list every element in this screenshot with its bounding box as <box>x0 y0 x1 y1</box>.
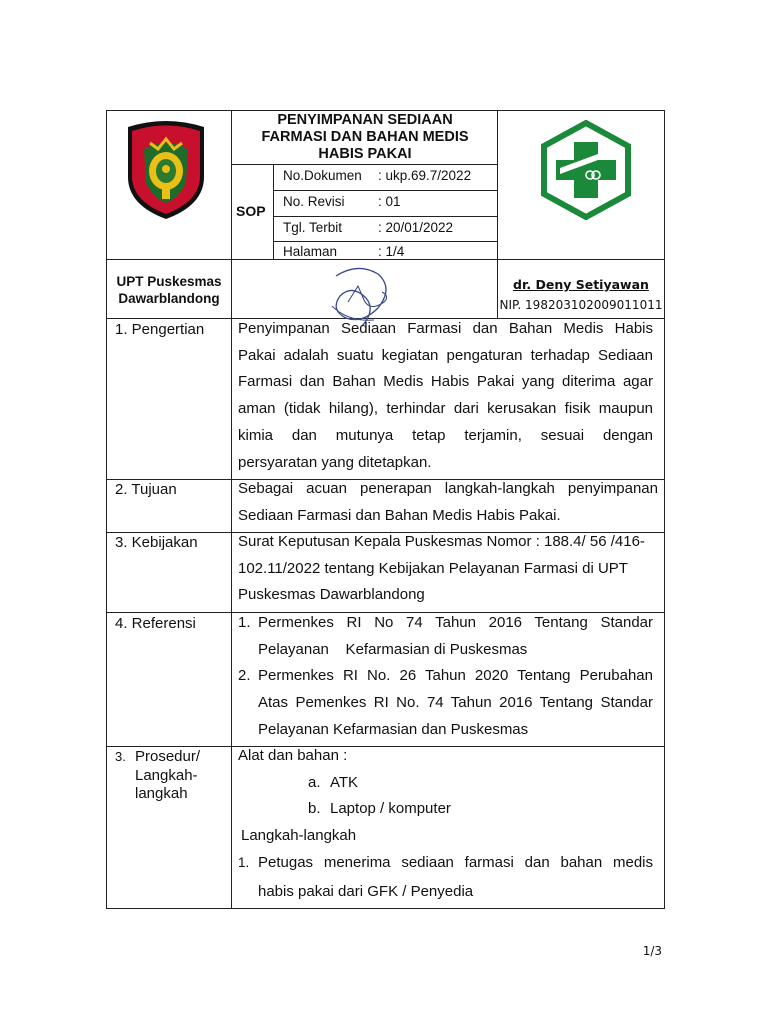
document-title <box>232 112 498 163</box>
prosedur-label-line: Langkah- <box>135 766 198 784</box>
meta-row-dokumen <box>0 168 768 186</box>
alat-item-number: a. <box>308 773 321 791</box>
meta-row-revisi <box>0 194 768 212</box>
text-line: Pelayanan Kefarmasian di Puskesmas <box>258 640 528 658</box>
org-name-line-1: UPT Puskesmas <box>116 274 222 289</box>
text-line: aman (tidak hilang), terhindar dari kerusakan fisik maupun <box>238 400 653 418</box>
meta-row-halaman <box>0 244 768 260</box>
meta-value: : 20/01/2022 <box>378 220 454 235</box>
text-line: Sebagai acuan penerapan langkah-langkah penyimpanan <box>238 480 658 497</box>
meta-value: : 1/4 <box>378 244 405 259</box>
puskesmas-logo <box>540 120 632 220</box>
section-body-kebijakan <box>238 529 658 609</box>
text-line: Atas Pemenkes RI No. 74 Tahun 2016 Tentang Standar <box>258 694 653 712</box>
alat-item-text: Laptop / komputer <box>330 800 451 818</box>
text-line: Surat Keputusan Kepala Puskesmas Nomor : 188.4/ 56 /416- <box>238 533 645 550</box>
meta-row-terbit <box>0 220 768 238</box>
page-number: 1/3 <box>642 944 662 958</box>
section-label-tujuan: 2. Tujuan <box>115 481 177 498</box>
title-line-3: HABIS PAKAI <box>318 146 412 162</box>
reference-item <box>238 663 653 743</box>
sop-label: SOP <box>236 203 266 219</box>
section-body-tujuan <box>238 476 658 529</box>
organization-name <box>106 273 232 307</box>
text-line: kimia dan mutunya tetap terjamin, sesuai dengan <box>238 426 653 444</box>
section-label-prosedur <box>115 748 225 804</box>
meta-value: : ukp.69.7/2022 <box>378 168 472 183</box>
section-label-pengertian: 1. Pengertian <box>115 321 205 338</box>
alat-heading: Alat dan bahan : <box>238 747 348 764</box>
meta-value: : 01 <box>378 194 401 209</box>
alat-item-text: ATK <box>330 773 359 791</box>
prosedur-label-line: Prosedur/ <box>135 748 201 765</box>
title-line-1: PENYIMPANAN SEDIAAN <box>277 112 453 128</box>
section-label-kebijakan: 3. Kebijakan <box>115 534 198 551</box>
text-line: Puskesmas Dawarblandong <box>238 586 425 604</box>
text-line: habis pakai dari GFK / Penyedia <box>258 882 474 900</box>
prosedur-number: 3. <box>115 749 126 764</box>
step-number: 1. <box>238 854 250 870</box>
reference-number: 2. <box>238 667 251 685</box>
section-label-referensi: 4. Referensi <box>115 615 196 632</box>
org-name-line-2: Dawarblandong <box>118 291 220 306</box>
alat-item-number: b. <box>308 800 321 818</box>
reference-number: 1. <box>238 614 251 631</box>
meta-key: Tgl. Terbit <box>283 220 343 235</box>
text-line: Sediaan Farmasi dan Bahan Medis Habis Pakai. <box>238 506 561 524</box>
section-body-pengertian <box>238 316 653 476</box>
title-line-2: FARMASI DAN BAHAN MEDIS <box>261 129 469 145</box>
procedure-step <box>238 850 653 905</box>
alat-item <box>308 796 653 823</box>
signatory-name: dr. Deny Setiyawan <box>513 277 649 292</box>
langkah-heading: Langkah-langkah <box>241 827 357 845</box>
text-line: Permenkes RI No. 26 Tahun 2020 Tentang Perubahan <box>258 667 653 685</box>
text-line: Farmasi dan Bahan Medis Habis Pakai yang diterima agar <box>238 373 653 391</box>
text-line: 102.11/2022 tentang Kebijakan Pelayanan Farmasi di UPT <box>238 559 628 577</box>
text-line: persyaratan yang ditetapkan. <box>238 453 432 471</box>
meta-key: Halaman <box>283 244 338 259</box>
signatory-nip: NIP. 198203102009011011 <box>499 298 663 312</box>
reference-item <box>238 610 653 663</box>
section-body-referensi <box>238 610 653 744</box>
text-line: Permenkes RI No 74 Tahun 2016 Tentang Standar <box>258 614 653 631</box>
meta-key: No.Dokumen <box>283 168 362 183</box>
section-body-prosedur <box>238 743 653 905</box>
text-line: Penyimpanan Sediaan Farmasi dan Bahan Medis Habis <box>238 320 653 337</box>
text-line: Petugas menerima sediaan farmasi dan bahan medis <box>258 853 653 871</box>
text-line: Pelayanan Kefarmasian dan Puskesmas <box>258 720 529 738</box>
meta-key: No. Revisi <box>283 194 345 209</box>
alat-item <box>308 770 653 797</box>
prosedur-label-line: langkah <box>135 785 188 802</box>
text-line: Pakai adalah suatu kegiatan pengaturan terhadap Sediaan <box>238 346 653 364</box>
